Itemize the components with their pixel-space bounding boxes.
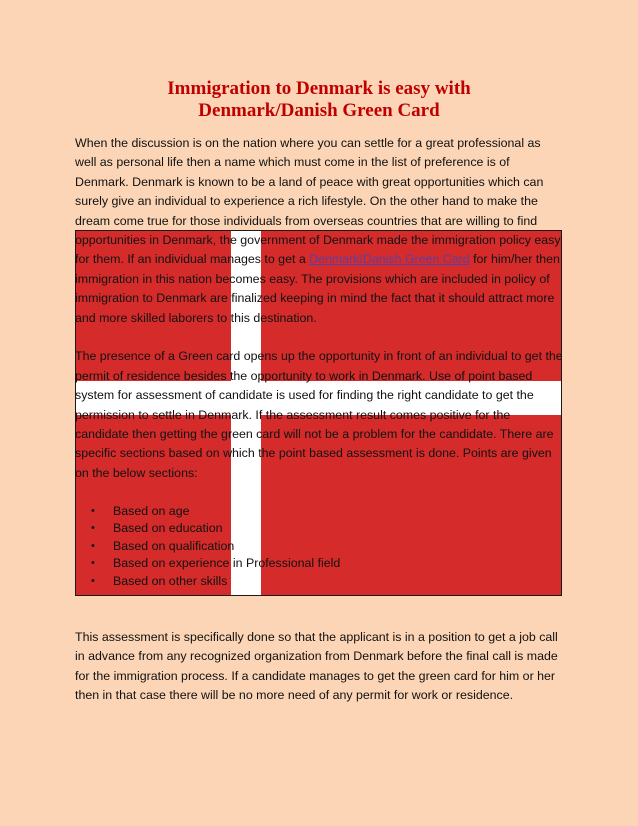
paragraph-green-card: The presence of a Green card opens up the opportunity in front of an individual to get the permit of residence besides the opportunity to work in Denmark. Use of point based system for assessment of candidate is used for finding the right candidate to get the permission to settle in Denmark. If the assessment result comes positive for the candidate then getting the green card will not be a problem for the candidate. There are specific sections based on which the point based assessment is done. Points are given on the below sections: [75, 349, 563, 480]
list-item [75, 555, 565, 573]
bullet-icon: • [91, 574, 95, 587]
sections-list [75, 503, 565, 591]
paragraph-intro [75, 134, 565, 328]
list-item-label: Based on other skills [113, 573, 228, 588]
title-line-1: Immigration to Denmark is easy with [167, 78, 471, 99]
bullet-icon: • [91, 539, 95, 552]
paragraph-closing: This assessment is specifically done so that the applicant is in a position to get a job call in advance from any recognized organization from Denmark before the final call is made for the immigration process. If a candidate manages to get the green card for him or her then in that case there will be no more need of any permit for work or residence. [75, 630, 558, 703]
page-title [0, 78, 638, 122]
article-body [75, 134, 565, 590]
paragraph-intro-text-cont: for him/her then immigration in this nation becomes easy. The provisions which are included in policy of immigration to Denmark are finalized keeping in mind the fact that it should attract more and more skilled laborers to this destination. [75, 252, 560, 325]
bullet-icon: • [91, 504, 95, 517]
list-item-label: Based on education [113, 521, 223, 536]
list-item-label: Based on experience in Professional field [113, 556, 341, 571]
list-item [75, 538, 565, 556]
bullet-icon: • [91, 557, 95, 570]
list-item-label: Based on qualification [113, 538, 235, 553]
list-item [75, 503, 565, 521]
paragraph-intro-text: When the discussion is on the nation where you can settle for a great professional as well as personal life then a name which must come in the list of preference is of Denmark. Denmark is known to be a land of peace with great opportunities which can surely give an individual to experience a rich lifestyle. On the other hand to make the dream come true for those individuals from overseas countries that are willing to find opportunities in Denmark, the government of Denmark made the immigration policy easy for them. If an individual manages to get a [75, 136, 561, 267]
list-item [75, 520, 565, 538]
bullet-icon: • [91, 522, 95, 535]
list-item-label: Based on age [113, 503, 190, 518]
list-item [75, 573, 565, 591]
title-line-2: Denmark/Danish Green Card [198, 100, 440, 121]
green-card-link[interactable]: Denmark/Danish Green Card [309, 252, 470, 267]
